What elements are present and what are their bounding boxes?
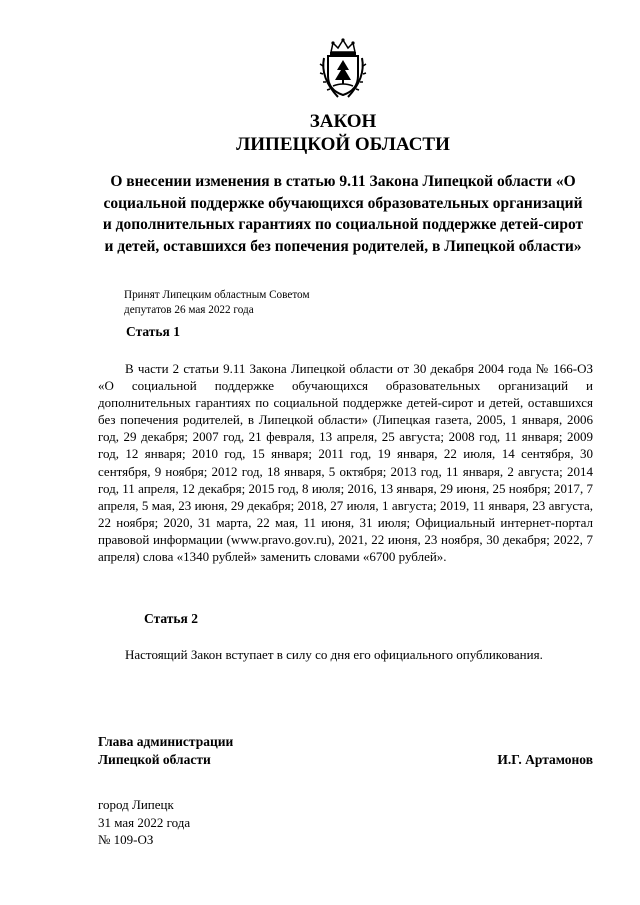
law-subject: О внесении изменения в статью 9.11 Закона Липецкой области «О социальной поддержке обучающихся образовательных организаций и дополнительных гарантиях по социальной поддержке детей-сирот и детей, оставшихся без попечения родителей, в Липецкой области»: [102, 173, 584, 255]
signing-date: 31 мая 2022 года: [98, 814, 191, 830]
article-1-heading: Статья 1: [126, 324, 180, 339]
adoption-note-line: депутатов 26 мая 2022 года: [124, 303, 254, 316]
article-2-heading: Статья 2: [144, 611, 198, 626]
signatory-position: [98, 733, 233, 769]
signatory-name: И.Г. Артамонов: [497, 752, 593, 767]
article-1-text: В части 2 статьи 9.11 Закона Липецкой области от 30 декабря 2004 года № 166-ОЗ «О социальной поддержке обучающихся образовательных организаций и дополнительных гарантиях по социальной поддержке детей-сирот и детей, оставшихся без попечения родителей, в Липецкой области» (Липецкая газета, 2005, 1 января, 2006 год, 29 декабря; 2007 год, 21 февраля, 13 апреля, 25 августа; 2008 год, 11 января; 2009 год, 12 января; 2010 год, 15 января; 2011 год, 19 января, 22 июля, 14 сентября, 30 сентября, 9 ноября; 2012 год, 18 января, 5 октября; 2013 год, 11 января, 2 августа; 2014 год, 11 апреля, 12 декабря; 2015 год, 8 июля; 2016, 13 января, 29 июня, 25 ноября; 2017, 7 апреля, 5 мая, 23 июня, 29 декабря; 2018, 27 июля, 1 августа; 2019, 11 января, 23 августа, 22 ноября; 2020, 31 марта, 22 мая, 11 июня, 31 июля; Официальный интернет-портал правовой информации (www.pravo.gov.ru), 2021, 22 июня, 23 ноября, 30 декабря; 2022, 7 апреля) слова «1340 рублей» заменить словами «6700 рублей».: [98, 361, 593, 565]
law-title: ЗАКОН: [309, 111, 377, 132]
article-2-text: Настоящий Закон вступает в силу со дня его официального опубликования.: [125, 647, 543, 662]
place-date-number: [98, 796, 190, 849]
coat-of-arms-icon: [318, 38, 368, 98]
adoption-note-line: Принят Липецким областным Советом: [124, 289, 310, 301]
law-number: № 109-ОЗ: [98, 832, 154, 847]
signatory-position-line: Липецкой области: [98, 752, 211, 767]
signatory-position-line: Глава администрации: [98, 734, 234, 749]
adoption-note: [124, 288, 310, 317]
law-region-title: ЛИПЕЦКОЙ ОБЛАСТИ: [236, 134, 450, 155]
city: город Липецк: [98, 797, 174, 812]
